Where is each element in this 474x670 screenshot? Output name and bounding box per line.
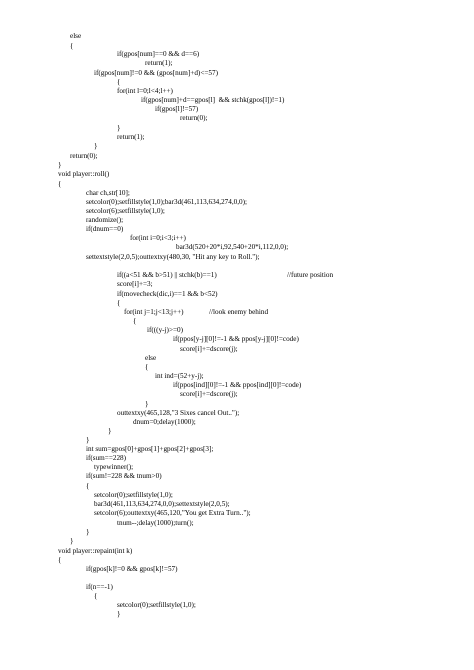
- code-line: if(sum!=228 && tnum>0): [86, 472, 162, 480]
- code-line: setcolor(6);outtextxy(465,120,"You get Extra Turn..");: [94, 509, 251, 517]
- code-line: for(int i=0;i<3;i++): [130, 234, 186, 242]
- code-line: if(gpos[k]!=0 && gpos[k]!=57): [86, 565, 178, 573]
- code-line: setcolor(0);setfillstyle(1,0);: [117, 601, 196, 609]
- code-line: settextstyle(2,0,5);outtextxy(480,30, "Hit any key to Roll.");: [86, 253, 260, 261]
- code-line: }: [94, 142, 98, 150]
- code-line: {: [145, 363, 149, 371]
- code-line: }: [86, 528, 90, 536]
- code-line: }: [70, 537, 74, 545]
- code-line: {: [94, 592, 98, 600]
- code-line: if(sum==228): [86, 454, 127, 462]
- code-line: outtextxy(465,128,"3 Sixes cancel Out..");: [117, 409, 240, 417]
- code-line: if(((y-j)>=0): [147, 326, 184, 334]
- code-line: if(ppos[ind][0]!=-1 && ppos[ind][0]!=code): [173, 381, 302, 389]
- code-line: {: [133, 317, 137, 325]
- code-line: randomize();: [86, 216, 124, 224]
- code-line: }: [117, 610, 121, 618]
- code-line: {: [117, 299, 121, 307]
- code-line: bar3d(461,113,634,274,0,0);settextstyle(2,0,5);: [94, 500, 230, 508]
- code-line: }: [58, 161, 62, 169]
- code-line: {: [86, 482, 90, 490]
- code-line: typewinner();: [94, 463, 134, 471]
- code-line: int sum=gpos[0]+gpos[1]+gpos[2]+gpos[3];: [86, 445, 214, 453]
- code-line: if(gpos[num]==0 && d==6): [117, 50, 200, 58]
- code-line: {: [58, 556, 62, 564]
- code-line: if(ppos[y-j][0]!=-1 && ppos[y-j][0]!=code): [173, 335, 299, 343]
- code-line: //future position: [287, 271, 334, 279]
- code-line: return(0);: [70, 152, 98, 160]
- code-line: return(1);: [117, 133, 145, 141]
- code-line: setcolor(0);setfillstyle(1,0);: [94, 491, 173, 499]
- code-line: if(gpos[num]!=0 && (gpos[num]+d)<=57): [94, 69, 219, 77]
- code-line: void player::repaint(int k): [58, 547, 133, 555]
- code-line: }: [86, 436, 90, 444]
- code-line: score[i]+=3;: [117, 280, 153, 288]
- code-line: else: [70, 32, 82, 40]
- code-line: }: [108, 427, 112, 435]
- code-line: //look enemy behind: [209, 308, 269, 316]
- code-line: {: [117, 78, 121, 86]
- code-line: tnum--;delay(1000);turn();: [117, 519, 194, 527]
- code-line: setcolor(6);setfillstyle(1,0);: [86, 207, 165, 215]
- code-line: }: [145, 400, 149, 408]
- code-line: if((a<51 && b>51) || stchk(b)==1): [117, 271, 217, 279]
- code-line: if(dnum==0): [86, 225, 124, 233]
- code-line: {: [58, 180, 62, 188]
- code-line: void player::roll(): [58, 170, 110, 178]
- code-line: return(1);: [145, 59, 173, 67]
- code-line: char ch,str[10];: [86, 189, 130, 197]
- code-line: bar3d(520+20*i,92,540+20*i,112,0,0);: [176, 243, 289, 251]
- code-line: score[i]+=dscore(j);: [180, 345, 238, 353]
- code-line: for(int j=1;j<13;j++): [124, 308, 184, 316]
- code-line: if(movecheck(dic,i)==1 && b<52): [117, 290, 218, 298]
- code-line: dnum=0;delay(1000);: [133, 418, 196, 426]
- code-line: else: [145, 354, 157, 362]
- code-line: }: [117, 124, 121, 132]
- code-line: for(int l=0;l<4;l++): [117, 87, 173, 95]
- code-line: if(gpos[num]+d==gpos[l] && stchk(gpos[l])!=1): [141, 96, 285, 104]
- code-line: {: [70, 42, 74, 50]
- code-line: int ind=(52+y-j);: [155, 372, 204, 380]
- code-line: if(n==-1): [86, 583, 113, 591]
- code-line: if(gpos[l]!=57): [155, 105, 199, 113]
- code-line: setcolor(0);setfillstyle(1,0);bar3d(461,113,634,274,0,0);: [86, 198, 248, 206]
- code-line: return(0);: [180, 114, 208, 122]
- code-line: score[i]+=dscore(j);: [180, 390, 238, 398]
